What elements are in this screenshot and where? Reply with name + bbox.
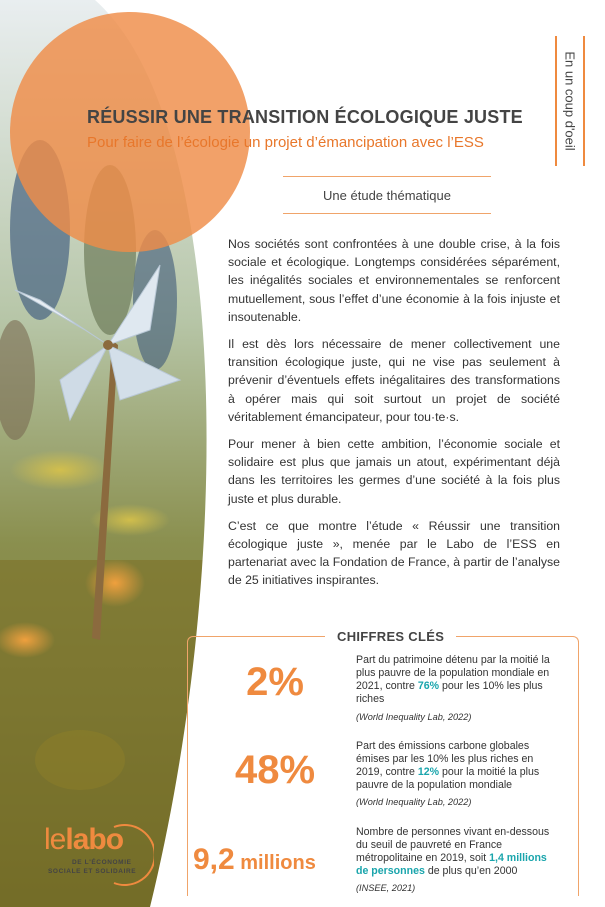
paragraph: C’est ce que montre l’étude « Réussir une transition écologique juste », menée par le Labo de l’ESS en partenariat avec la Fondation de France, à partir de l’analyse de 25 initiatives inspirantes. bbox=[228, 518, 560, 588]
page-title: RÉUSSIR UNE TRANSITION ÉCOLOGIQUE JUSTE bbox=[87, 107, 523, 127]
stat-text: Part du patrimoine détenu par la moitié la plus pauvre de la population mondiale en 2021, contre bbox=[356, 654, 550, 692]
stat-highlight: 12% bbox=[417, 766, 440, 778]
stat-text: de plus qu’en 2000 bbox=[424, 865, 518, 877]
orange-circle-decoration bbox=[10, 12, 250, 252]
stat-source: (World Inequality Lab, 2022) bbox=[356, 797, 472, 807]
side-tab-label: En un coup d'oeil bbox=[562, 51, 578, 151]
stat-text: pour les 10% les plus riches bbox=[356, 680, 543, 705]
intro-text bbox=[228, 235, 560, 599]
logo-line2: SOCIALE ET SOLIDAIRE bbox=[48, 868, 137, 875]
stat-text: Nombre de personnes vivant en-dessous du seuil de pauvreté en France métropolitaine en 2019, soit bbox=[356, 826, 550, 864]
logo-labo: labo bbox=[65, 823, 124, 856]
labo-ess-logo bbox=[44, 823, 154, 893]
logo-line1: DE L'ÉCONOMIE bbox=[72, 859, 132, 866]
paragraph: Nos sociétés sont confrontées à une double crise, à la fois sociale et écologique. Longtemps considérées séparément, les inégalités sociales et environnementales se renforcent mutuellement, sous l’effet d’une économie à la fois injuste et insoutenable. bbox=[228, 237, 560, 324]
stat-description bbox=[356, 826, 560, 878]
stat-highlight: 76% bbox=[417, 680, 440, 692]
stat-text: Part des émissions carbone globales émises par les 10% les plus riches en 2019, contre bbox=[356, 740, 534, 778]
stat-source: (World Inequality Lab, 2022) bbox=[356, 712, 472, 722]
study-badge: Une étude thématique bbox=[283, 176, 491, 214]
stat-value bbox=[193, 843, 353, 877]
logo-wordmark bbox=[44, 823, 123, 857]
stat-description bbox=[356, 654, 560, 706]
paragraph: Pour mener à bien cette ambition, l’économie sociale et solidaire est plus que jamais un atout, expérimentant déjà dans les territoires les germes d’une société à la fois plus juste et plus durable. bbox=[228, 437, 560, 506]
stat-description bbox=[356, 740, 560, 792]
logo-le: le bbox=[44, 823, 66, 856]
stat-source: (INSEE, 2021) bbox=[356, 883, 416, 893]
paragraph: Il est dès lors nécessaire de mener collectivement une transition écologique juste, qui ne vise pas seulement à prévenir d’éventuels effets inégalitaires des transformations à opérer mais qui soit surtout un projet de société véritablement émancipateur, pour tou·te·s. bbox=[228, 337, 560, 424]
stat-text: pour la moitié la plus pauvre de la population mondiale bbox=[356, 766, 540, 791]
key-figures-title: CHIFFRES CLÉS bbox=[325, 629, 456, 644]
stat-highlight: 1,4 millions de personnes bbox=[356, 852, 547, 877]
stat-value: 2% bbox=[246, 660, 304, 704]
stat-value: 48% bbox=[234, 748, 316, 792]
stat-value-number: 9,2 bbox=[193, 843, 235, 876]
stat-value-unit: millions bbox=[234, 852, 316, 874]
page-subtitle: Pour faire de l’écologie un projet d’émancipation avec l’ESS bbox=[87, 134, 484, 151]
